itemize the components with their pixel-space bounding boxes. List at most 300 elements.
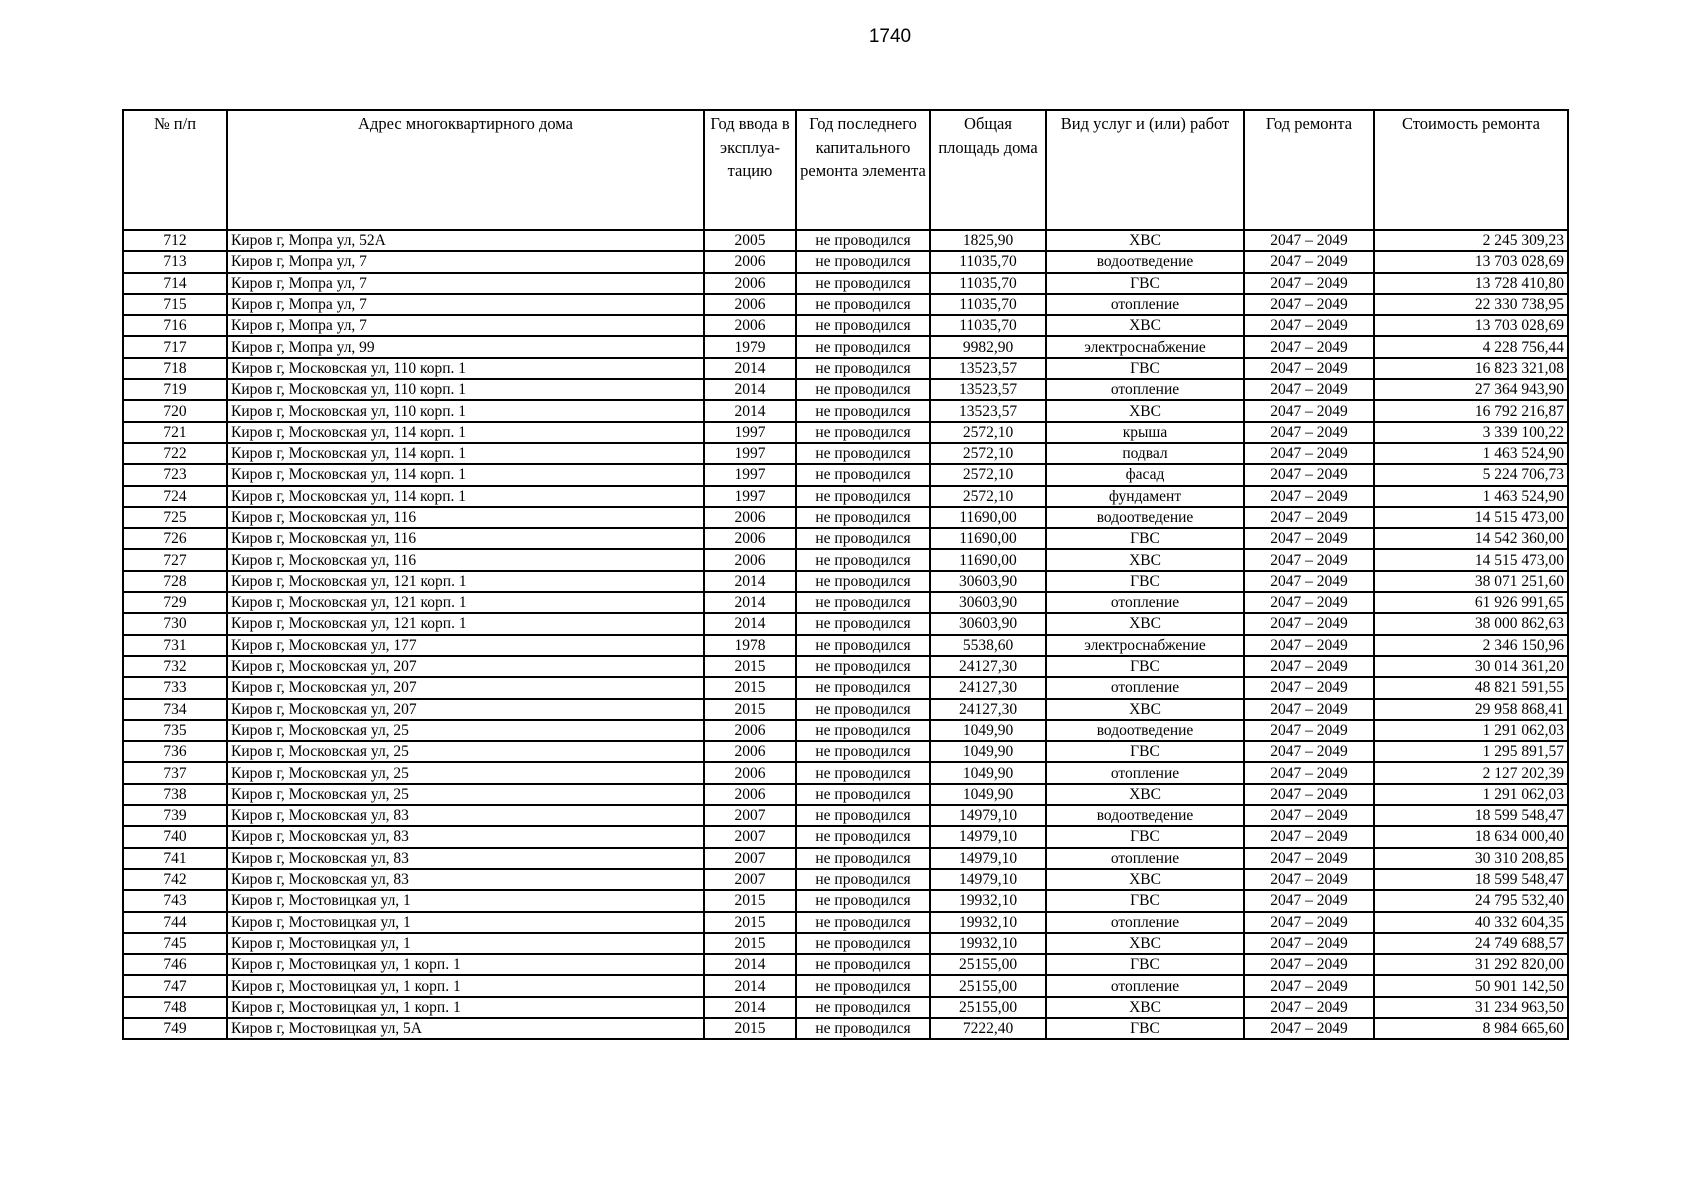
cell-address: Киров г, Московская ул, 25 [227,720,704,741]
cell-service: ХВС [1046,784,1244,805]
header-service: Вид услуг и (или) работ [1046,110,1244,230]
cell-cost: 24 749 688,57 [1374,933,1568,954]
cell-address: Киров г, Московская ул, 83 [227,826,704,847]
cell-address: Киров г, Московская ул, 114 корп. 1 [227,443,704,464]
cell-year-built: 2014 [704,379,796,400]
header-year-built: Год ввода в эксплуа-тацию [704,110,796,230]
table-row [123,975,1568,996]
cell-repair-period: 2047 – 2049 [1244,464,1374,485]
table-row [123,336,1568,357]
cell-year-built: 2015 [704,933,796,954]
table-row [123,635,1568,656]
cell-service: водоотведение [1046,720,1244,741]
cell-address: Киров г, Московская ул, 121 корп. 1 [227,592,704,613]
table-row [123,656,1568,677]
cell-cost: 13 728 410,80 [1374,273,1568,294]
cell-address: Киров г, Московская ул, 114 корп. 1 [227,464,704,485]
cell-repair-period: 2047 – 2049 [1244,741,1374,762]
cell-service: ХВС [1046,400,1244,421]
cell-cost: 31 234 963,50 [1374,997,1568,1018]
cell-address: Киров г, Московская ул, 83 [227,869,704,890]
cell-year-built: 2006 [704,720,796,741]
cell-year-built: 1978 [704,635,796,656]
cell-area: 13523,57 [930,379,1046,400]
cell-repair-period: 2047 – 2049 [1244,720,1374,741]
cell-address: Киров г, Московская ул, 116 [227,549,704,570]
cell-repair-period: 2047 – 2049 [1244,528,1374,549]
cell-last-repair: не проводился [796,422,930,443]
cell-address: Киров г, Мопра ул, 7 [227,315,704,336]
cell-area: 1825,90 [930,230,1046,251]
cell-cost: 48 821 591,55 [1374,677,1568,698]
cell-cost: 1 463 524,90 [1374,486,1568,507]
cell-cost: 14 515 473,00 [1374,507,1568,528]
table-row [123,315,1568,336]
table-row [123,699,1568,720]
cell-year-built: 2006 [704,315,796,336]
cell-area: 11035,70 [930,294,1046,315]
cell-service: ГВС [1046,954,1244,975]
cell-num: 743 [123,890,227,911]
table-row [123,848,1568,869]
cell-area: 19932,10 [930,933,1046,954]
cell-num: 721 [123,422,227,443]
cell-cost: 2 245 309,23 [1374,230,1568,251]
cell-area: 2572,10 [930,464,1046,485]
cell-last-repair: не проводился [796,294,930,315]
cell-repair-period: 2047 – 2049 [1244,549,1374,570]
cell-last-repair: не проводился [796,528,930,549]
cell-num: 744 [123,912,227,933]
cell-num: 731 [123,635,227,656]
cell-year-built: 2006 [704,549,796,570]
cell-service: ГВС [1046,656,1244,677]
cell-last-repair: не проводился [796,954,930,975]
cell-cost: 29 958 868,41 [1374,699,1568,720]
cell-area: 25155,00 [930,954,1046,975]
cell-last-repair: не проводился [796,784,930,805]
table-row [123,741,1568,762]
table-row [123,549,1568,570]
page-number: 1740 [868,26,912,47]
cell-area: 13523,57 [930,358,1046,379]
cell-address: Киров г, Мостовицкая ул, 1 [227,912,704,933]
cell-address: Киров г, Мопра ул, 52А [227,230,704,251]
cell-service: отопление [1046,592,1244,613]
cell-area: 13523,57 [930,400,1046,421]
cell-num: 726 [123,528,227,549]
cell-num: 716 [123,315,227,336]
header-last-repair: Год последнего капитального ремонта элемента [796,110,930,230]
cell-repair-period: 2047 – 2049 [1244,358,1374,379]
cell-address: Киров г, Московская ул, 121 корп. 1 [227,613,704,634]
cell-address: Киров г, Мопра ул, 7 [227,251,704,272]
cell-address: Киров г, Мопра ул, 7 [227,273,704,294]
cell-address: Киров г, Мостовицкая ул, 1 [227,933,704,954]
table-row [123,890,1568,911]
table-row [123,592,1568,613]
cell-num: 747 [123,975,227,996]
cell-year-built: 2007 [704,805,796,826]
cell-num: 741 [123,848,227,869]
cell-service: ГВС [1046,826,1244,847]
cell-address: Киров г, Московская ул, 177 [227,635,704,656]
cell-area: 7222,40 [930,1018,1046,1039]
cell-last-repair: не проводился [796,912,930,933]
cell-last-repair: не проводился [796,997,930,1018]
cell-repair-period: 2047 – 2049 [1244,251,1374,272]
cell-cost: 1 463 524,90 [1374,443,1568,464]
table-row [123,486,1568,507]
cell-year-built: 2014 [704,997,796,1018]
cell-area: 1049,90 [930,784,1046,805]
cell-num: 739 [123,805,227,826]
cell-area: 11690,00 [930,507,1046,528]
cell-address: Киров г, Московская ул, 207 [227,656,704,677]
cell-num: 727 [123,549,227,570]
cell-area: 2572,10 [930,443,1046,464]
table-row [123,1018,1568,1039]
cell-year-built: 2014 [704,400,796,421]
cell-year-built: 1997 [704,464,796,485]
cell-area: 24127,30 [930,656,1046,677]
cell-service: ХВС [1046,613,1244,634]
cell-address: Киров г, Мостовицкая ул, 1 корп. 1 [227,975,704,996]
cell-cost: 18 634 000,40 [1374,826,1568,847]
cell-last-repair: не проводился [796,677,930,698]
cell-repair-period: 2047 – 2049 [1244,273,1374,294]
cell-service: ГВС [1046,890,1244,911]
cell-cost: 61 926 991,65 [1374,592,1568,613]
cell-repair-period: 2047 – 2049 [1244,933,1374,954]
cell-num: 730 [123,613,227,634]
cell-address: Киров г, Московская ул, 25 [227,762,704,783]
cell-cost: 18 599 548,47 [1374,805,1568,826]
cell-year-built: 2015 [704,699,796,720]
cell-year-built: 2007 [704,869,796,890]
cell-area: 30603,90 [930,613,1046,634]
cell-year-built: 2005 [704,230,796,251]
cell-year-built: 2015 [704,890,796,911]
cell-service: отопление [1046,848,1244,869]
table-row [123,826,1568,847]
cell-last-repair: не проводился [796,805,930,826]
cell-service: электроснабжение [1046,635,1244,656]
cell-last-repair: не проводился [796,826,930,847]
cell-cost: 40 332 604,35 [1374,912,1568,933]
cell-address: Киров г, Московская ул, 110 корп. 1 [227,400,704,421]
cell-service: ГВС [1046,358,1244,379]
cell-service: отопление [1046,677,1244,698]
cell-num: 712 [123,230,227,251]
cell-repair-period: 2047 – 2049 [1244,784,1374,805]
cell-year-built: 2006 [704,251,796,272]
cell-service: ГВС [1046,571,1244,592]
cell-service: отопление [1046,762,1244,783]
cell-year-built: 2014 [704,571,796,592]
cell-service: водоотведение [1046,507,1244,528]
cell-repair-period: 2047 – 2049 [1244,379,1374,400]
cell-service: электроснабжение [1046,336,1244,357]
cell-cost: 1 295 891,57 [1374,741,1568,762]
cell-last-repair: не проводился [796,251,930,272]
cell-last-repair: не проводился [796,486,930,507]
table-row [123,677,1568,698]
cell-last-repair: не проводился [796,358,930,379]
cell-year-built: 2014 [704,613,796,634]
cell-service: водоотведение [1046,251,1244,272]
cell-last-repair: не проводился [796,592,930,613]
cell-service: отопление [1046,975,1244,996]
cell-last-repair: не проводился [796,635,930,656]
table-row [123,379,1568,400]
table-row [123,933,1568,954]
table-row [123,294,1568,315]
cell-area: 1049,90 [930,720,1046,741]
cell-repair-period: 2047 – 2049 [1244,336,1374,357]
table-row [123,528,1568,549]
cell-repair-period: 2047 – 2049 [1244,571,1374,592]
cell-num: 725 [123,507,227,528]
cell-service: отопление [1046,379,1244,400]
cell-area: 14979,10 [930,805,1046,826]
cell-area: 11690,00 [930,549,1046,570]
cell-cost: 30 014 361,20 [1374,656,1568,677]
table-row [123,464,1568,485]
cell-num: 735 [123,720,227,741]
cell-area: 30603,90 [930,592,1046,613]
cell-num: 738 [123,784,227,805]
cell-last-repair: не проводился [796,848,930,869]
cell-address: Киров г, Мостовицкая ул, 5А [227,1018,704,1039]
cell-year-built: 2006 [704,273,796,294]
cell-last-repair: не проводился [796,336,930,357]
cell-repair-period: 2047 – 2049 [1244,762,1374,783]
cell-area: 2572,10 [930,486,1046,507]
cell-area: 19932,10 [930,890,1046,911]
cell-last-repair: не проводился [796,933,930,954]
cell-num: 723 [123,464,227,485]
cell-repair-period: 2047 – 2049 [1244,699,1374,720]
cell-year-built: 2014 [704,954,796,975]
table-row [123,784,1568,805]
table-row [123,251,1568,272]
table-row [123,358,1568,379]
cell-address: Киров г, Мостовицкая ул, 1 корп. 1 [227,997,704,1018]
cell-repair-period: 2047 – 2049 [1244,848,1374,869]
cell-last-repair: не проводился [796,869,930,890]
cell-year-built: 2006 [704,784,796,805]
cell-num: 733 [123,677,227,698]
cell-address: Киров г, Московская ул, 207 [227,699,704,720]
cell-last-repair: не проводился [796,464,930,485]
cell-cost: 1 291 062,03 [1374,720,1568,741]
cell-address: Киров г, Московская ул, 207 [227,677,704,698]
cell-address: Киров г, Московская ул, 114 корп. 1 [227,422,704,443]
cell-repair-period: 2047 – 2049 [1244,613,1374,634]
cell-num: 714 [123,273,227,294]
cell-address: Киров г, Московская ул, 110 корп. 1 [227,379,704,400]
cell-repair-period: 2047 – 2049 [1244,592,1374,613]
cell-repair-period: 2047 – 2049 [1244,486,1374,507]
cell-address: Киров г, Московская ул, 121 корп. 1 [227,571,704,592]
header-row [123,110,1568,230]
cell-cost: 16 823 321,08 [1374,358,1568,379]
cell-year-built: 2006 [704,528,796,549]
cell-cost: 16 792 216,87 [1374,400,1568,421]
cell-num: 720 [123,400,227,421]
table-row [123,230,1568,251]
cell-year-built: 2015 [704,912,796,933]
cell-cost: 14 542 360,00 [1374,528,1568,549]
cell-cost: 1 291 062,03 [1374,784,1568,805]
cell-num: 728 [123,571,227,592]
cell-repair-period: 2047 – 2049 [1244,400,1374,421]
cell-last-repair: не проводился [796,656,930,677]
cell-num: 746 [123,954,227,975]
cell-cost: 31 292 820,00 [1374,954,1568,975]
header-cost: Стоимость ремонта [1374,110,1568,230]
cell-year-built: 2015 [704,1018,796,1039]
table-row [123,762,1568,783]
cell-address: Киров г, Мопра ул, 99 [227,336,704,357]
cell-repair-period: 2047 – 2049 [1244,1018,1374,1039]
cell-service: фасад [1046,464,1244,485]
cell-service: ГВС [1046,741,1244,762]
cell-area: 1049,90 [930,762,1046,783]
cell-repair-period: 2047 – 2049 [1244,890,1374,911]
table-row [123,720,1568,741]
cell-num: 736 [123,741,227,762]
cell-service: отопление [1046,912,1244,933]
cell-year-built: 1997 [704,443,796,464]
cell-address: Киров г, Московская ул, 83 [227,805,704,826]
table-row [123,613,1568,634]
cell-cost: 2 127 202,39 [1374,762,1568,783]
cell-area: 24127,30 [930,699,1046,720]
cell-area: 30603,90 [930,571,1046,592]
table-row [123,997,1568,1018]
cell-area: 24127,30 [930,677,1046,698]
cell-repair-period: 2047 – 2049 [1244,954,1374,975]
cell-service: крыша [1046,422,1244,443]
cell-repair-period: 2047 – 2049 [1244,656,1374,677]
cell-num: 717 [123,336,227,357]
table-row [123,507,1568,528]
cell-last-repair: не проводился [796,741,930,762]
cell-cost: 14 515 473,00 [1374,549,1568,570]
cell-service: подвал [1046,443,1244,464]
table-body [123,230,1568,1039]
cell-last-repair: не проводился [796,230,930,251]
cell-last-repair: не проводился [796,613,930,634]
cell-last-repair: не проводился [796,400,930,421]
cell-address: Киров г, Московская ул, 25 [227,784,704,805]
cell-cost: 2 346 150,96 [1374,635,1568,656]
cell-address: Киров г, Московская ул, 114 корп. 1 [227,486,704,507]
cell-cost: 13 703 028,69 [1374,251,1568,272]
cell-area: 14979,10 [930,848,1046,869]
cell-area: 5538,60 [930,635,1046,656]
cell-last-repair: не проводился [796,890,930,911]
cell-service: ХВС [1046,699,1244,720]
cell-repair-period: 2047 – 2049 [1244,507,1374,528]
cell-service: отопление [1046,294,1244,315]
cell-year-built: 2014 [704,975,796,996]
cell-cost: 5 224 706,73 [1374,464,1568,485]
cell-last-repair: не проводился [796,762,930,783]
cell-year-built: 2007 [704,826,796,847]
cell-repair-period: 2047 – 2049 [1244,997,1374,1018]
header-address: Адрес многоквартирного дома [227,110,704,230]
cell-address: Киров г, Московская ул, 83 [227,848,704,869]
cell-repair-period: 2047 – 2049 [1244,805,1374,826]
cell-num: 749 [123,1018,227,1039]
cell-cost: 24 795 532,40 [1374,890,1568,911]
cell-area: 14979,10 [930,869,1046,890]
cell-repair-period: 2047 – 2049 [1244,443,1374,464]
cell-last-repair: не проводился [796,507,930,528]
cell-area: 14979,10 [930,826,1046,847]
cell-area: 2572,10 [930,422,1046,443]
cell-year-built: 1979 [704,336,796,357]
cell-area: 1049,90 [930,741,1046,762]
cell-num: 718 [123,358,227,379]
header-repair-period: Год ремонта [1244,110,1374,230]
table-row [123,400,1568,421]
cell-last-repair: не проводился [796,315,930,336]
cell-service: ХВС [1046,933,1244,954]
cell-last-repair: не проводился [796,443,930,464]
cell-last-repair: не проводился [796,975,930,996]
cell-cost: 8 984 665,60 [1374,1018,1568,1039]
cell-num: 737 [123,762,227,783]
cell-num: 729 [123,592,227,613]
cell-area: 11035,70 [930,315,1046,336]
cell-num: 722 [123,443,227,464]
cell-repair-period: 2047 – 2049 [1244,826,1374,847]
cell-cost: 27 364 943,90 [1374,379,1568,400]
cell-last-repair: не проводился [796,571,930,592]
cell-address: Киров г, Мостовицкая ул, 1 корп. 1 [227,954,704,975]
cell-repair-period: 2047 – 2049 [1244,315,1374,336]
cell-repair-period: 2047 – 2049 [1244,677,1374,698]
table-row [123,805,1568,826]
cell-repair-period: 2047 – 2049 [1244,635,1374,656]
cell-cost: 38 000 862,63 [1374,613,1568,634]
cell-num: 734 [123,699,227,720]
cell-year-built: 2006 [704,762,796,783]
cell-year-built: 2015 [704,656,796,677]
cell-address: Киров г, Московская ул, 116 [227,507,704,528]
cell-area: 9982,90 [930,336,1046,357]
cell-year-built: 2007 [704,848,796,869]
table-row [123,422,1568,443]
repair-register-table [122,109,1569,1040]
cell-year-built: 2006 [704,741,796,762]
cell-num: 740 [123,826,227,847]
cell-last-repair: не проводился [796,720,930,741]
cell-address: Киров г, Московская ул, 110 корп. 1 [227,358,704,379]
cell-year-built: 1997 [704,486,796,507]
header-num: № п/п [123,110,227,230]
cell-num: 732 [123,656,227,677]
cell-area: 25155,00 [930,997,1046,1018]
cell-year-built: 2015 [704,677,796,698]
cell-year-built: 2014 [704,358,796,379]
table-row [123,443,1568,464]
cell-cost: 30 310 208,85 [1374,848,1568,869]
